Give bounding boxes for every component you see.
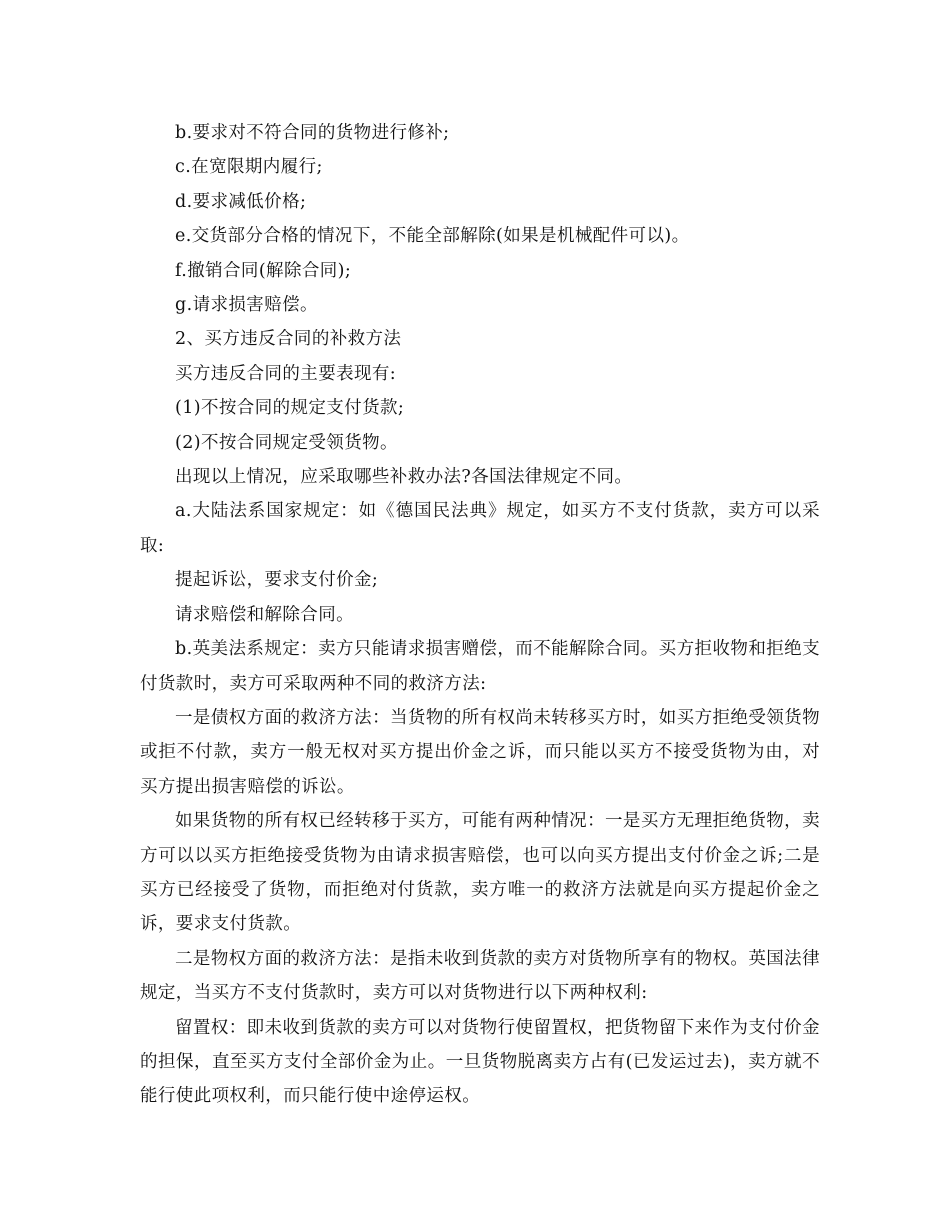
- section-heading-buyer-breach: 2、买方违反合同的补救方法: [175, 329, 402, 350]
- paragraph-buyer-breach-intro: 买方违反合同的主要表现有:: [175, 363, 397, 384]
- paragraph-creditor-remedy: 一是债权方面的救济方法：当货物的所有权尚未转移买方时，如买方拒绝受领货物或拒不付款，卖方一般无权对买方提出价金之诉，而只能以买方不接受货物为由，对买方提出损害赔偿的诉讼。: [140, 707, 820, 797]
- paragraph-breach-item-1: (1)不按合同的规定支付货款;: [175, 398, 405, 419]
- paragraph-remedies-question: 出现以上情况，应采取哪些补救办法?各国法律规定不同。: [175, 467, 633, 488]
- paragraph-civil-law: a.大陆法系国家规定：如《德国民法典》规定，如买方不支付货款，卖方可以采取:: [140, 501, 820, 556]
- paragraph-remedy-g: g.请求损害赔偿。: [175, 295, 318, 316]
- paragraph-breach-item-2: (2)不按合同规定受领货物。: [175, 432, 398, 453]
- paragraph-civil-law-option-1: 提起诉讼，要求支付价金;: [175, 570, 379, 591]
- paragraph-property-remedy: 二是物权方面的救济方法：是指未收到货款的卖方对货物所享有的物权。英国法律规定，当买方不支付货款时，卖方可以对货物进行以下两种权利:: [140, 948, 820, 1004]
- paragraph-lien: 留置权：即未收到货款的卖方可以对货物行使留置权，把货物留下来作为支付价金的担保，直至买方支付全部价金为止。一旦货物脱离卖方占有(已发运过去)，卖方就不能行使此项权利，而只能行使中途停运权。: [140, 1017, 820, 1107]
- paragraph-ownership-transferred: 如果货物的所有权已经转移于买方，可能有两种情况：一是买方无理拒绝货物，卖方可以以买方拒绝接受货物为由请求损害赔偿，也可以向买方提出支付价金之诉;二是买方已经接受了货物，而拒绝对付货款，卖方唯一的救济方法就是向买方提起价金之诉，要求支付货款。: [140, 811, 820, 935]
- paragraph-remedy-d: d.要求减低价格;: [175, 191, 307, 212]
- paragraph-remedy-f: f.撤销合同(解除合同);: [175, 260, 352, 281]
- paragraph-remedy-b: b.要求对不符合同的货物进行修补;: [175, 123, 450, 143]
- paragraph-common-law: b.英美法系规定：卖方只能请求损害赠偿，而不能解除合同。买方拒收物和拒绝支付货款时，卖方可采取两种不同的救济方法:: [140, 639, 820, 694]
- paragraph-civil-law-option-2: 请求赔偿和解除合同。: [175, 604, 354, 625]
- paragraph-remedy-c: c.在宽限期内履行;: [175, 157, 323, 178]
- paragraph-remedy-e: e.交货部分合格的情况下，不能全部解除(如果是机械配件可以)。: [175, 226, 690, 247]
